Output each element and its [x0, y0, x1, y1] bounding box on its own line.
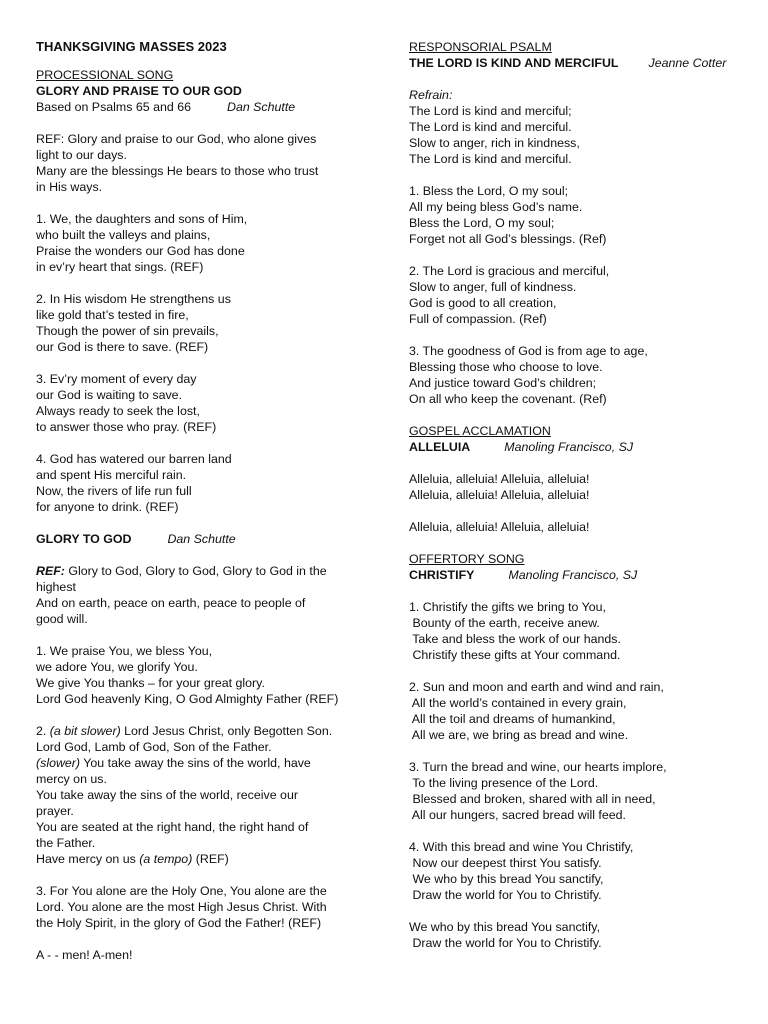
left-column	[36, 39, 366, 963]
offertory-song-title: CHRISTIFY	[409, 568, 475, 582]
lyric-line	[36, 851, 366, 867]
psalm-refrain-label: Refrain:	[409, 88, 453, 102]
psalm-verse-3	[409, 343, 749, 407]
lyric-text: Glory to God, Glory to God, Glory to God in the	[64, 564, 327, 578]
gloria-verse-3	[36, 883, 366, 931]
lyric-line: Bounty of the earth, receive anew.	[409, 616, 600, 630]
lyric-line: All my being bless God’s name.	[409, 200, 583, 214]
lyric-line: mercy on us.	[36, 772, 107, 786]
tempo-marking: (a tempo)	[139, 852, 193, 866]
lyric-line: light to our days.	[36, 148, 127, 162]
lyric-line: 2. In His wisdom He strengthens us	[36, 292, 231, 306]
gospel-section-heading: GOSPEL ACCLAMATION	[409, 424, 551, 438]
psalm-song-title: THE LORD IS KIND AND MERCIFUL	[409, 56, 619, 70]
lyric-line: Alleluia, alleluia! Alleluia, alleluia!	[409, 472, 590, 486]
processional-verse-4	[36, 451, 366, 515]
lyric-line: Blessed and broken, shared with all in need,	[409, 792, 656, 806]
lyric-line: All the world’s contained in every grain,	[409, 696, 627, 710]
lyric-line: 2. Sun and moon and earth and wind and rain,	[409, 680, 664, 694]
lyric-line: Slow to anger, full of kindness.	[409, 280, 577, 294]
lyric-line: 1. We praise You, we bless You,	[36, 644, 213, 658]
gloria-ref-label: REF:	[36, 564, 65, 578]
psalm-refrain	[409, 103, 749, 167]
psalm-verse-2	[409, 263, 749, 327]
processional-verse-3	[36, 371, 366, 435]
processional-refrain	[36, 131, 366, 195]
processional-section-heading: PROCESSIONAL SONG	[36, 68, 174, 82]
lyric-line: REF: Glory and praise to our God, who alone gives	[36, 132, 317, 146]
lyric-line: And justice toward God’s children;	[409, 376, 597, 390]
offertory-title-line	[409, 567, 749, 583]
processional-composer: Dan Schutte	[227, 100, 296, 114]
psalm-verse-1	[409, 183, 749, 247]
lyric-text: (REF)	[192, 852, 229, 866]
psalm-composer: Jeanne Cotter	[648, 56, 727, 70]
lyric-line: and spent His merciful rain.	[36, 468, 187, 482]
lyric-text: You take away the sins of the world, have	[80, 756, 311, 770]
lyric-line: God is good to all creation,	[409, 296, 557, 310]
lyric-line: We who by this bread You sanctify,	[409, 872, 604, 886]
lyric-line: And on earth, peace on earth, peace to people of	[36, 596, 306, 610]
lyric-line: All our hungers, sacred bread will feed.	[409, 808, 626, 822]
lyric-line: The Lord is kind and merciful;	[409, 104, 572, 118]
gloria-composer: Dan Schutte	[167, 532, 236, 546]
lyric-text: Have mercy on us	[36, 852, 140, 866]
lyric-line: Lord God heavenly King, O God Almighty Father (REF)	[36, 692, 339, 706]
lyric-line: Lord. You alone are the most High Jesus Christ. With	[36, 900, 327, 914]
gloria-song-title: GLORY TO GOD	[36, 532, 132, 546]
lyric-line: Praise the wonders our God has done	[36, 244, 245, 258]
lyric-line: who built the valleys and plains,	[36, 228, 211, 242]
lyric-line: You are seated at the right hand, the right hand of	[36, 820, 309, 834]
lyric-line: our God is there to save. (REF)	[36, 340, 209, 354]
lyric-text: 2.	[36, 724, 50, 738]
lyric-line: for anyone to drink. (REF)	[36, 500, 179, 514]
lyric-line: 1. Christify the gifts we bring to You,	[409, 600, 606, 614]
lyric-line: in ev’ry heart that sings. (REF)	[36, 260, 204, 274]
lyric-line: The Lord is kind and merciful.	[409, 120, 572, 134]
processional-based-on: Based on Psalms 65 and 66	[36, 100, 191, 114]
lyric-line: our God is waiting to save.	[36, 388, 183, 402]
lyric-line: To the living presence of the Lord.	[409, 776, 599, 790]
lyric-line: On all who keep the covenant. (Ref)	[409, 392, 607, 406]
gospel-composer: Manoling Francisco, SJ	[504, 440, 634, 454]
lyric-line: Draw the world for You to Christify.	[409, 888, 602, 902]
processional-verse-2	[36, 291, 366, 355]
lyric-line: 2. The Lord is gracious and merciful,	[409, 264, 610, 278]
processional-verse-1	[36, 211, 366, 275]
lyric-line: like gold that’s tested in fire,	[36, 308, 189, 322]
lyric-line: highest	[36, 580, 76, 594]
lyric-line: Now our deepest thirst You satisfy.	[409, 856, 602, 870]
tempo-marking: (a bit slower)	[49, 724, 121, 738]
lyric-line: 4. With this bread and wine You Christify,	[409, 840, 634, 854]
document-title: THANKSGIVING MASSES 2023	[36, 39, 227, 54]
lyric-line: we adore You, we glorify You.	[36, 660, 198, 674]
lyric-line: 3. Ev’ry moment of every day	[36, 372, 197, 386]
lyric-line: Blessing those who choose to love.	[409, 360, 603, 374]
lyric-line: All we are, we bring as bread and wine.	[409, 728, 629, 742]
lyric-line: You take away the sins of the world, receive our	[36, 788, 298, 802]
lyric-line: Many are the blessings He bears to those who trust	[36, 164, 319, 178]
lyric-line: Alleluia, alleluia! Alleluia, alleluia!	[409, 488, 590, 502]
gloria-verse-2	[36, 723, 366, 867]
lyric-line: prayer.	[36, 804, 74, 818]
gloria-amen: A - - men! A-men!	[36, 948, 133, 962]
lyric-line: 3. Turn the bread and wine, our hearts implore,	[409, 760, 667, 774]
lyric-line: Christify these gifts at Your command.	[409, 648, 621, 662]
lyric-line: Full of compassion. (Ref)	[409, 312, 547, 326]
lyric-line: in His ways.	[36, 180, 103, 194]
lyric-line: Lord God, Lamb of God, Son of the Father.	[36, 740, 272, 754]
processional-song-title: GLORY AND PRAISE TO OUR GOD	[36, 84, 242, 98]
offertory-verse-4	[409, 839, 749, 903]
lyric-line: the Father.	[36, 836, 96, 850]
lyric-line: 1. Bless the Lord, O my soul;	[409, 184, 569, 198]
lyric-line: We give You thanks – for your great glory.	[36, 676, 265, 690]
lyric-line: Always ready to seek the lost,	[36, 404, 200, 418]
lyric-line: 4. God has watered our barren land	[36, 452, 232, 466]
tempo-marking: (slower)	[36, 756, 81, 770]
gloria-refrain	[36, 563, 366, 627]
lyric-line: 3. The goodness of God is from age to age,	[409, 344, 648, 358]
offertory-verse-2	[409, 679, 749, 743]
lyric-line: Slow to anger, rich in kindness,	[409, 136, 580, 150]
lyric-line: the Holy Spirit, in the glory of God the Father! (REF)	[36, 916, 322, 930]
lyric-line: We who by this bread You sanctify,	[409, 920, 601, 934]
offertory-section-heading: OFFERTORY SONG	[409, 552, 525, 566]
lyric-line	[36, 563, 366, 579]
lyric-line: 3. For You alone are the Holy One, You alone are the	[36, 884, 327, 898]
lyric-line: Bless the Lord, O my soul;	[409, 216, 555, 230]
lyric-line	[36, 723, 366, 739]
lyric-line: 1. We, the daughters and sons of Him,	[36, 212, 248, 226]
lyric-text: Lord Jesus Christ, only Begotten Son.	[120, 724, 333, 738]
lyric-line: good will.	[36, 612, 88, 626]
lyric-line: The Lord is kind and merciful.	[409, 152, 572, 166]
gospel-lyrics	[409, 471, 749, 503]
gloria-title-line	[36, 531, 366, 547]
lyric-line: All the toil and dreams of humankind,	[409, 712, 616, 726]
lyric-line: Forget not all God’s blessings. (Ref)	[409, 232, 607, 246]
lyric-line: Draw the world for You to Christify.	[409, 936, 602, 950]
lyric-line	[36, 755, 366, 771]
lyric-line: Take and bless the work of our hands.	[409, 632, 621, 646]
lyric-line: to answer those who pray. (REF)	[36, 420, 217, 434]
gloria-verse-1	[36, 643, 366, 707]
lyric-line: Alleluia, alleluia! Alleluia, alleluia!	[409, 520, 590, 534]
psalm-section-heading: RESPONSORIAL PSALM	[409, 40, 552, 54]
lyric-line: Now, the rivers of life run full	[36, 484, 192, 498]
lyric-line: Though the power of sin prevails,	[36, 324, 219, 338]
offertory-composer: Manoling Francisco, SJ	[508, 568, 638, 582]
psalm-title-line	[409, 55, 749, 71]
right-column	[409, 39, 749, 951]
offertory-verse-1	[409, 599, 749, 663]
offertory-verse-3	[409, 759, 749, 823]
gospel-song-title: ALLELUIA	[409, 440, 471, 454]
gospel-title-line	[409, 439, 749, 455]
processional-source-line	[36, 99, 366, 115]
offertory-coda	[409, 919, 749, 951]
